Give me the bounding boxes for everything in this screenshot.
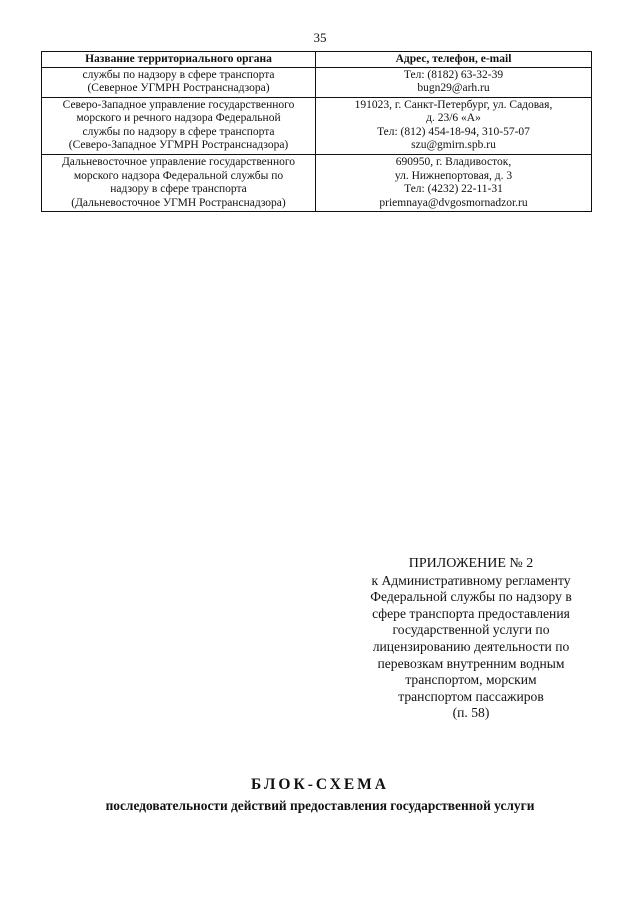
appendix-line: сфере транспорта предоставления	[372, 605, 570, 621]
block-scheme-title: БЛОК-СХЕМА	[250, 776, 389, 793]
org-name-line: (Северное УГМРН Ространснадзора)	[87, 82, 270, 95]
org-contact-line: Тел: (4232) 22-11-31	[404, 183, 503, 196]
appendix-block	[336, 556, 606, 722]
page-number: 35	[313, 30, 327, 45]
org-name-line: службы по надзору в сфере транспорта	[82, 125, 275, 138]
appendix-line: (п. 58)	[452, 705, 490, 721]
org-name-line: (Дальневосточное УГМН Ространснадзора)	[71, 196, 286, 209]
appendix-line: транспортом пассажиров	[398, 688, 544, 704]
table-header-row	[42, 52, 592, 68]
appendix-line: Федеральной службы по надзору в	[370, 589, 572, 605]
appendix-line: государственной услуги по	[392, 622, 550, 638]
appendix-line: перевозкам внутренним водным	[377, 655, 565, 671]
org-contact-line: Тел: (812) 454-18-94, 310-57-07	[377, 125, 530, 138]
territorial-bodies-table	[41, 51, 592, 212]
column-header-contact: Адрес, телефон, e-mail	[316, 52, 592, 68]
org-name-cell	[42, 154, 316, 211]
column-header-name: Название территориального органа	[42, 52, 316, 68]
org-contact-line: ул. Нижнепортовая, д. 3	[394, 169, 513, 182]
appendix-title: ПРИЛОЖЕНИЕ № 2	[408, 556, 534, 571]
org-contact-line: 690950, г. Владивосток,	[395, 155, 512, 168]
org-name-line: морского и речного надзора Федеральной	[76, 112, 281, 125]
appendix-line: транспортом, морским	[405, 672, 537, 688]
org-name-cell	[42, 97, 316, 154]
org-contact-line: 191023, г. Санкт-Петербург, ул. Садовая,	[354, 98, 553, 111]
org-contact-cell	[316, 67, 592, 97]
org-name-line: Северо-Западное управление государственного	[62, 98, 295, 111]
org-contact-line: bugn29@arh.ru	[417, 82, 490, 95]
org-name-cell	[42, 67, 316, 97]
table-row	[42, 154, 592, 211]
org-contact-line: szu@gmirn.spb.ru	[411, 139, 496, 152]
org-contact-line: priemnaya@dvgosmornadzor.ru	[379, 196, 528, 209]
table-row	[42, 97, 592, 154]
org-name-line: Дальневосточное управление государственного	[61, 155, 296, 168]
org-name-line: службы по надзору в сфере транспорта	[82, 68, 275, 81]
block-scheme-subtitle: последовательности действий предоставления государственной услуги	[105, 798, 535, 813]
org-contact-cell	[316, 154, 592, 211]
org-name-line: морского надзора Федеральной службы по	[73, 169, 284, 182]
org-name-line: (Северо-Западное УГМРН Ространснадзора)	[68, 139, 289, 152]
org-contact-line: Тел: (8182) 63-32-39	[403, 68, 504, 81]
table-row	[42, 67, 592, 97]
org-name-line: надзору в сфере транспорта	[110, 183, 247, 196]
appendix-line: к Административному регламенту	[371, 572, 571, 588]
appendix-line: лицензированию деятельности по	[372, 638, 570, 654]
org-contact-line: д. 23/6 «А»	[426, 112, 481, 125]
org-contact-cell	[316, 97, 592, 154]
